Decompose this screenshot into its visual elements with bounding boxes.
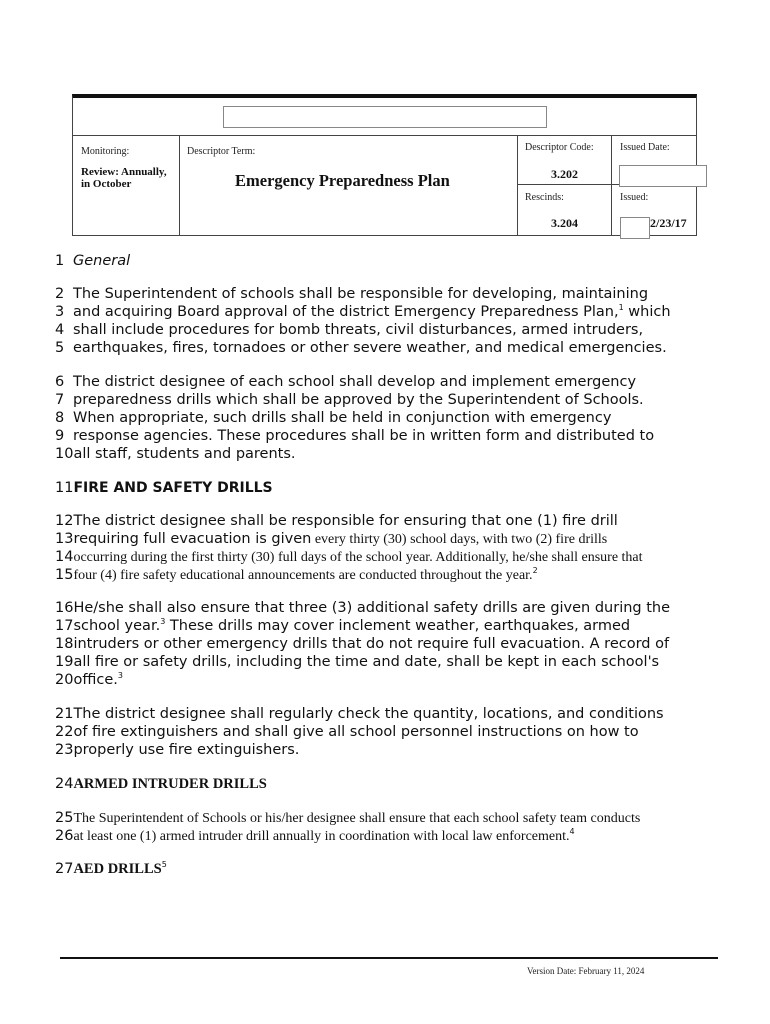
descriptor-code: 3.202 (551, 167, 578, 181)
line-text: The district designee shall be responsible for ensuring that one (1) fire drill (73, 513, 618, 529)
footnote-ref: 5 (161, 860, 167, 870)
line-8 (55, 410, 611, 426)
line-4 (55, 322, 643, 338)
line-24 (55, 776, 267, 793)
line-number: 21 (55, 706, 74, 722)
line-20 (55, 672, 123, 688)
line-19 (55, 654, 659, 670)
rescinds-label: Rescinds: (525, 192, 564, 203)
line-1 (55, 253, 130, 269)
line-text: preparedness drills which shall be approved by the Superintendent of Schools. (73, 392, 644, 408)
line-number: 22 (55, 724, 74, 740)
section-heading-fire-safety: FIRE AND SAFETY DRILLS (73, 480, 273, 496)
monitoring-value: Review: Annually, in October (81, 166, 167, 190)
column-divider (179, 135, 180, 235)
line-number: 3 (55, 304, 65, 320)
line-27 (55, 861, 167, 878)
line-text: every thirty (30) school days, with two (2) fire drills (311, 532, 608, 547)
line-text: school year. (73, 618, 161, 634)
header-title-box (223, 106, 547, 128)
monitoring-label: Monitoring: (81, 146, 130, 157)
line-number: 19 (55, 654, 74, 670)
line-6 (55, 374, 636, 390)
line-text: at least one (1) armed intruder drill annually in coordination with local law enforcement. (73, 829, 570, 844)
line-number: 11 (55, 480, 74, 496)
footnote-ref: 3 (160, 617, 166, 627)
column-divider (611, 135, 612, 235)
line-18 (55, 636, 669, 652)
line-number: 2 (55, 286, 65, 302)
line-text: requiring full evacuation is given (73, 531, 312, 547)
line-text: and acquiring Board approval of the district Emergency Preparedness Plan, (73, 304, 619, 320)
line-number: 13 (55, 531, 74, 547)
descriptor-term: Emergency Preparedness Plan (235, 171, 450, 190)
line-number: 9 (55, 428, 65, 444)
issued-date-label: Issued Date: (620, 142, 670, 153)
line-text: occurring during the first thirty (30) full days of the school year. Additionally, he/she shall ensure that (73, 550, 643, 565)
descriptor-header-table (72, 94, 697, 236)
line-text: four (4) fire safety educational announcements are conducted throughout the year. (73, 568, 533, 583)
line-text: of fire extinguishers and shall give all school personnel instructions on how to (73, 724, 639, 740)
line-text: earthquakes, fires, tornadoes or other severe weather, and medical emergencies. (73, 340, 667, 356)
line-text: The district designee shall regularly check the quantity, locations, and conditions (73, 706, 664, 722)
footnote-ref: 1 (618, 303, 624, 313)
line-16 (55, 600, 670, 616)
line-number: 23 (55, 742, 74, 758)
line-number: 5 (55, 340, 65, 356)
issued-value: 2/23/17 (650, 216, 687, 230)
line-2 (55, 286, 648, 302)
footer-rule (60, 957, 718, 959)
line-number: 27 (55, 861, 74, 877)
issued-label: Issued: (620, 192, 649, 203)
line-22 (55, 724, 639, 740)
footnote-ref: 2 (532, 566, 538, 576)
line-number: 17 (55, 618, 74, 634)
line-text: When appropriate, such drills shall be held in conjunction with emergency (73, 410, 612, 426)
issued-box (620, 217, 650, 239)
line-12 (55, 513, 618, 529)
line-11 (55, 480, 273, 496)
line-number: 14 (55, 549, 74, 565)
line-text: properly use fire extinguishers. (73, 742, 300, 758)
rescinds-value: 3.204 (551, 216, 578, 230)
footnote-ref: 4 (569, 827, 575, 837)
line-25 (55, 810, 640, 827)
footnote-ref: 3 (117, 671, 123, 681)
line-text: intruders or other emergency drills that do not require full evacuation. A record of (73, 636, 670, 652)
line-9 (55, 428, 654, 444)
line-7 (55, 392, 644, 408)
line-number: 15 (55, 567, 74, 583)
column-divider (517, 135, 518, 235)
line-number: 12 (55, 513, 74, 529)
line-number: 24 (55, 776, 74, 792)
section-heading-armed-intruder: ARMED INTRUDER DRILLS (73, 776, 267, 792)
issued-date-box (619, 165, 707, 187)
version-date: Version Date: February 11, 2024 (527, 966, 645, 976)
line-text: The district designee of each school shall develop and implement emergency (73, 374, 637, 390)
line-text: office. (73, 672, 118, 688)
line-14 (55, 549, 643, 566)
section-heading-general: General (73, 253, 131, 269)
line-21 (55, 706, 664, 722)
line-text: The Superintendent of Schools or his/her designee shall ensure that each school safety team conducts (73, 811, 641, 826)
line-number: 16 (55, 600, 74, 616)
line-text: He/she shall also ensure that three (3) additional safety drills are given during the (73, 600, 671, 616)
line-number: 18 (55, 636, 74, 652)
line-number: 25 (55, 810, 74, 826)
line-10 (55, 446, 296, 462)
header-top-bar (73, 98, 696, 136)
line-15 (55, 567, 538, 584)
line-5 (55, 340, 667, 356)
line-text: which (623, 304, 671, 320)
line-3 (55, 304, 671, 320)
descriptor-term-label: Descriptor Term: (187, 146, 256, 157)
line-26 (55, 828, 575, 845)
line-text: all staff, students and parents. (73, 446, 296, 462)
line-number: 1 (55, 253, 65, 269)
line-number: 4 (55, 322, 65, 338)
line-number: 26 (55, 828, 74, 844)
line-text: response agencies. These procedures shall be in written form and distributed to (73, 428, 655, 444)
line-text: all fire or safety drills, including the time and date, shall be kept in each school's (73, 654, 660, 670)
line-23 (55, 742, 299, 758)
line-number: 10 (55, 446, 74, 462)
line-number: 20 (55, 672, 74, 688)
line-17 (55, 618, 630, 634)
line-text: The Superintendent of schools shall be responsible for developing, maintaining (73, 286, 649, 302)
line-number: 8 (55, 410, 65, 426)
descriptor-code-label: Descriptor Code: (525, 142, 594, 153)
line-13 (55, 531, 607, 548)
section-heading-aed: AED DRILLS (73, 861, 162, 877)
line-text: These drills may cover inclement weather, earthquakes, armed (165, 618, 631, 634)
line-number: 6 (55, 374, 65, 390)
line-number: 7 (55, 392, 65, 408)
line-text: shall include procedures for bomb threats, civil disturbances, armed intruders, (73, 322, 644, 338)
